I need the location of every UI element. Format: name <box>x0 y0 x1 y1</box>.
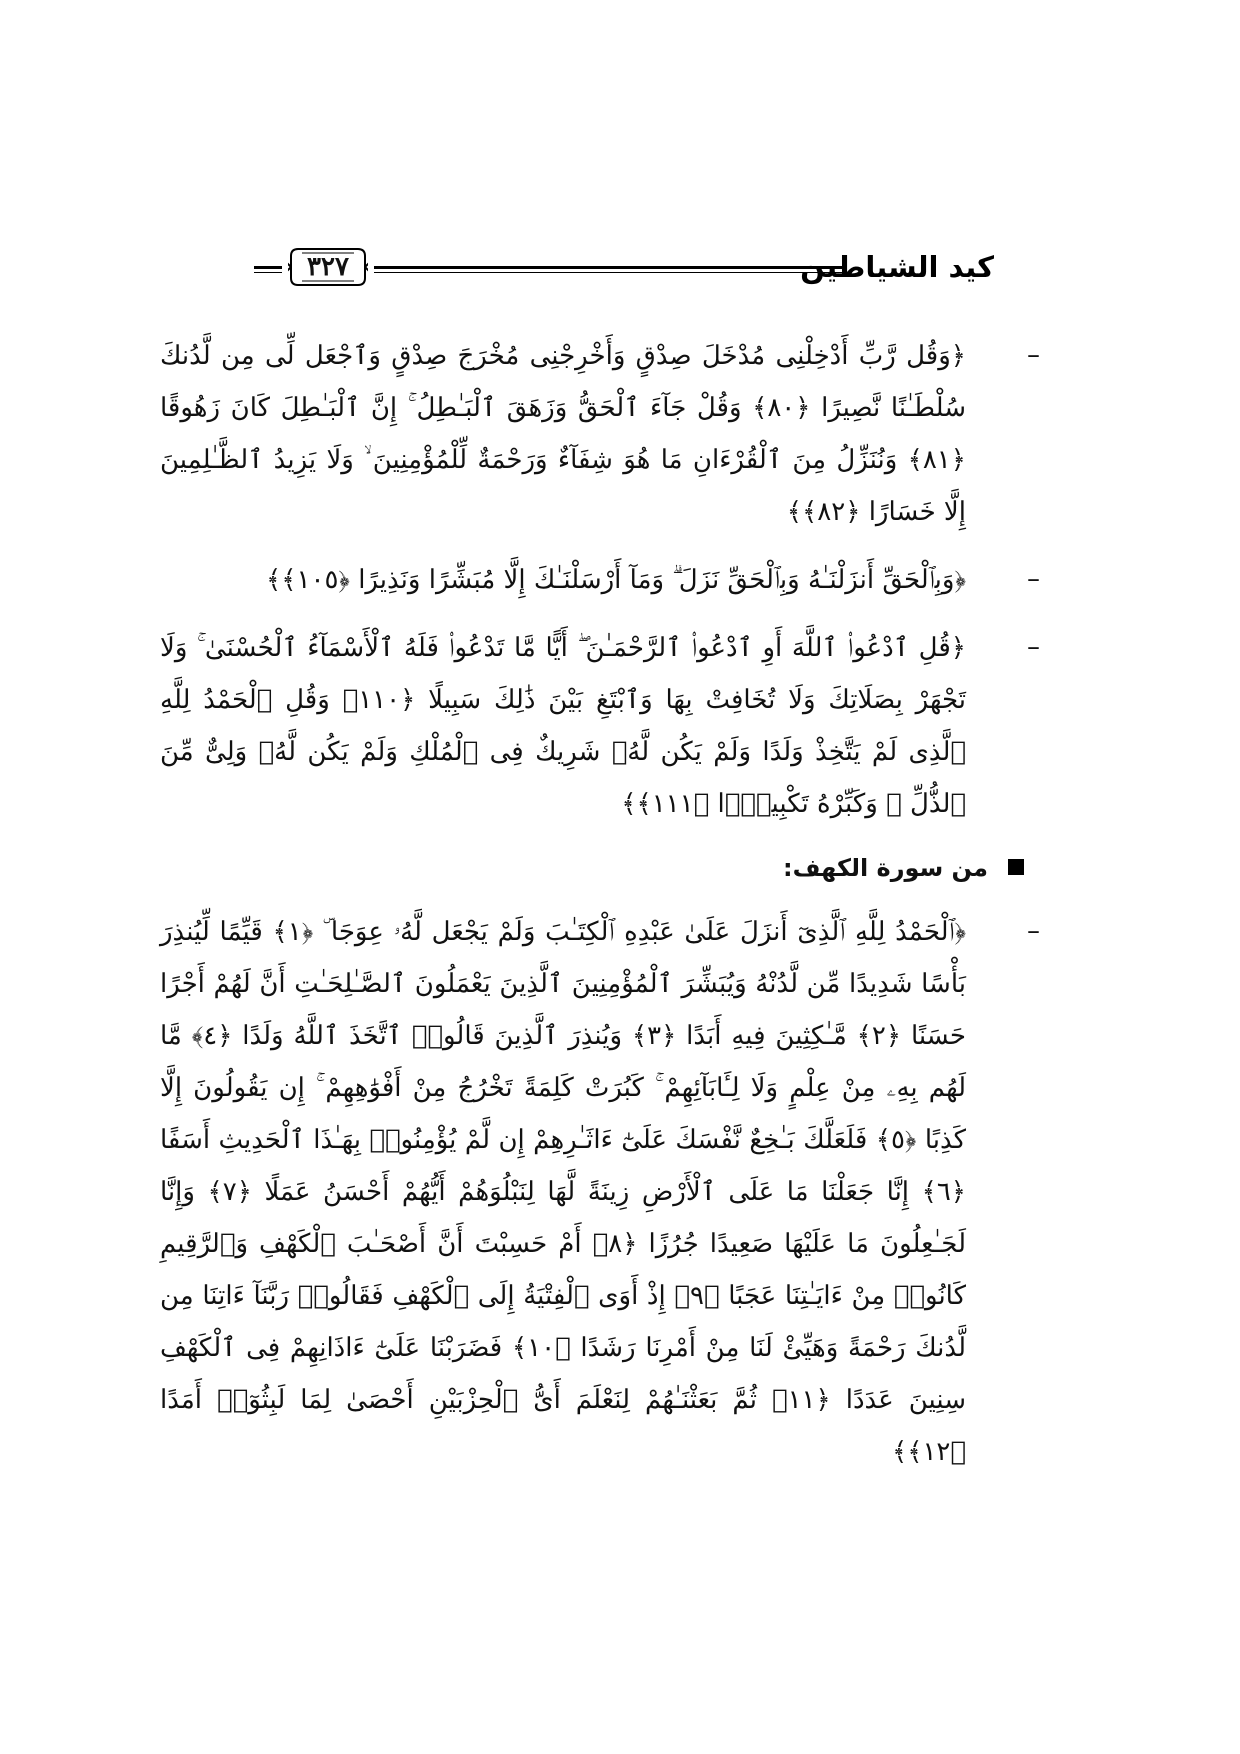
list-dash: – <box>1027 340 1040 370</box>
section-heading <box>160 848 1010 888</box>
verse-text: ﴿قُلِ ٱدْعُوا۟ ٱللَّهَ أَوِ ٱدْعُوا۟ ٱلرَّحْمَـٰنَ ۖ أَيًّا مَّا تَدْعُوا۟ فَلَهُ ٱلْأَسْمَآءُ ٱلْحُسْنَىٰ ۚ وَلَا تَجْهَرْ بِصَلَاتِكَ وَلَا تُخَافِتْ بِهَا وَٱبْتَغِ بَيْنَ ذَٰلِكَ سَبِيلًا ﴿١١٠﴾ وَقُلِ ٱلْحَمْدُ لِلَّهِ ٱلَّذِى لَمْ يَتَّخِذْ وَلَدًا وَلَمْ يَكُن لَّهُۥ شَرِيكٌ فِى ٱلْمُلْكِ وَلَمْ يَكُن لَّهُۥ وَلِىٌّ مِّنَ ٱلذُّلِّ ۖ وَكَبِّرْهُ تَكْبِيرًۢا ﴿١١١﴾﴾ <box>160 633 966 819</box>
verse-text: ﴿وَبِٱلْحَقِّ أَنزَلْنَـٰهُ وَبِٱلْحَقِّ نَزَلَ ۗ وَمَآ أَرْسَلْنَـٰكَ إِلَّا مُبَشِّرًا وَنَذِيرًا ﴿١٠٥﴾﴾ <box>266 565 966 595</box>
verse-entry <box>160 622 1040 830</box>
section-heading-text: من سورة الكهف: <box>782 854 988 882</box>
page-body <box>160 330 1040 1478</box>
page-number: ٣٢٧ <box>307 252 349 282</box>
list-dash: – <box>1027 564 1040 594</box>
verse-entry <box>160 906 1040 1478</box>
verse-text: ﴿وَقُل رَّبِّ أَدْخِلْنِى مُدْخَلَ صِدْقٍ وَأَخْرِجْنِى مُخْرَجَ صِدْقٍ وَٱجْعَل لِّى مِن لَّدُنكَ سُلْطَـٰنًا نَّصِيرًا ﴿٨٠﴾ وَقُلْ جَآءَ ٱلْحَقُّ وَزَهَقَ ٱلْبَـٰطِلُ ۚ إِنَّ ٱلْبَـٰطِلَ كَانَ زَهُوقًا ﴿٨١﴾ وَنُنَزِّلُ مِنَ ٱلْقُرْءَانِ مَا هُوَ شِفَآءٌ وَرَحْمَةٌ لِّلْمُؤْمِنِينَ ۙ وَلَا يَزِيدُ ٱلظَّـٰلِمِينَ إِلَّا خَسَارًا ﴿٨٢﴾﴾ <box>160 341 966 527</box>
page-number-frame <box>288 246 368 288</box>
verse-entry <box>160 554 1040 606</box>
header-rule-right <box>374 266 844 273</box>
verse-text: ﴿ٱلْحَمْدُ لِلَّهِ ٱلَّذِىٓ أَنزَلَ عَلَىٰ عَبْدِهِ ٱلْكِتَـٰبَ وَلَمْ يَجْعَل لَّهُۥ عِوَجَا ۜ ﴿١﴾ قَيِّمًا لِّيُنذِرَ بَأْسًا شَدِيدًا مِّن لَّدُنْهُ وَيُبَشِّرَ ٱلْمُؤْمِنِينَ ٱلَّذِينَ يَعْمَلُونَ ٱلصَّـٰلِحَـٰتِ أَنَّ لَهُمْ أَجْرًا حَسَنًا ﴿٢﴾ مَّـٰكِثِينَ فِيهِ أَبَدًا ﴿٣﴾ وَيُنذِرَ ٱلَّذِينَ قَالُوا۟ ٱتَّخَذَ ٱللَّهُ وَلَدًا ﴿٤﴾ مَّا لَهُم بِهِۦ مِنْ عِلْمٍ وَلَا لِـَٔابَآئِهِمْ ۚ كَبُرَتْ كَلِمَةً تَخْرُجُ مِنْ أَفْوَٰهِهِمْ ۚ إِن يَقُولُونَ إِلَّا كَذِبًا ﴿٥﴾ فَلَعَلَّكَ بَـٰخِعٌ نَّفْسَكَ عَلَىٰٓ ءَاثَـٰرِهِمْ إِن لَّمْ يُؤْمِنُوا۟ بِهَـٰذَا ٱلْحَدِيثِ أَسَفًا ﴿٦﴾ إِنَّا جَعَلْنَا مَا عَلَى ٱلْأَرْضِ زِينَةً لَّهَا لِنَبْلُوَهُمْ أَيُّهُمْ أَحْسَنُ عَمَلًا ﴿٧﴾ وَإِنَّا لَجَـٰعِلُونَ مَا عَلَيْهَا صَعِيدًا جُرُزًا ﴿٨﴾ أَمْ حَسِبْتَ أَنَّ أَصْحَـٰبَ ٱلْكَهْفِ وَٱلرَّقِيمِ كَانُوا۟ مِنْ ءَايَـٰتِنَا عَجَبًا ﴿٩﴾ إِذْ أَوَى ٱلْفِتْيَةُ إِلَى ٱلْكَهْفِ فَقَالُوا۟ رَبَّنَآ ءَاتِنَا مِن لَّدُنكَ رَحْمَةً وَهَيِّئْ لَنَا مِنْ أَمْرِنَا رَشَدًا ﴿١٠﴾ فَضَرَبْنَا عَلَىٰٓ ءَاذَانِهِمْ فِى ٱلْكَهْفِ سِنِينَ عَدَدًا ﴿١١﴾ ثُمَّ بَعَثْنَـٰهُمْ لِنَعْلَمَ أَىُّ ٱلْحِزْبَيْنِ أَحْصَىٰ لِمَا لَبِثُوٓا۟ أَمَدًا ﴿١٢﴾﴾ <box>160 917 967 1467</box>
list-dash: – <box>1027 916 1040 946</box>
running-title: كيد الشياطين <box>800 250 994 284</box>
page-header <box>254 246 994 292</box>
black-square-icon <box>1008 859 1024 875</box>
header-rule-left <box>254 266 282 273</box>
verse-entry <box>160 330 1040 538</box>
list-dash: – <box>1027 632 1040 662</box>
